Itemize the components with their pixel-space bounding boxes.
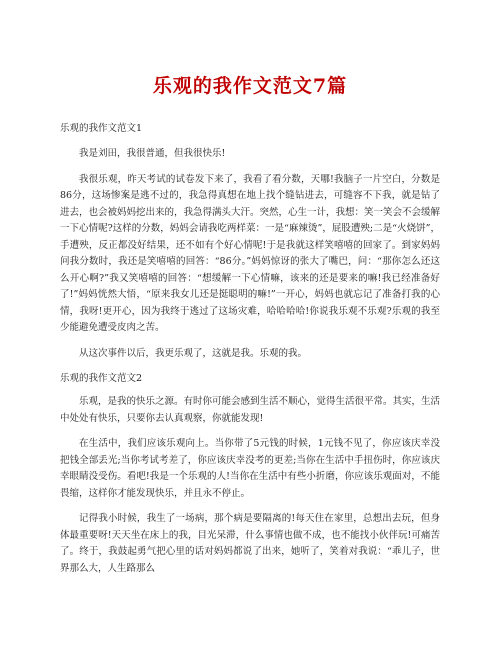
paragraph: 从这次事件以后，我更乐观了，这就是我。乐观的我。 <box>79 347 308 359</box>
paragraph: 我是刘田，我很普通，但我很快乐! <box>79 148 226 159</box>
document-title: 乐观的我作文范文7篇 <box>152 75 348 97</box>
section-heading: 乐观的我作文范文2 <box>60 373 143 384</box>
paragraph: 记得我小时候，我生了一场病，那个病是要隔离的!每天住在家里，总想出去玩，但身体最重要呀!天天坐在床上的我，目光呆滞，什么事情也做不成，也不能找小伙伴玩!可痛苦了。终于，我鼓起勇气把心里的话对妈妈都说了出来，她听了，笑着对我说：“乖儿子，世界那么大，人生路那么 <box>60 513 440 574</box>
paragraph: 在生活中，我们应该乐观向上。当你带了5元钱的时候，1元钱不见了，你应该庆幸没把钱全部丢光;当你考试考差了，你应该庆幸没考的更差;当你在生活中手扭伤时，你应该庆幸眼睛没受伤。看吧!我是一个乐观的人!当你在生活中有些小折磨，你应该乐观面对，不能畏缩，这样你才能发现快乐，并且永不停止。 <box>60 438 440 499</box>
paragraph: 乐观，是我的快乐之源。有时你可能会感到生活不顺心，觉得生活很平常。其实，生活中处处有快乐，只要你去认真观察，你就能发现! <box>60 396 441 424</box>
section-heading: 乐观的我作文范文1 <box>60 123 143 134</box>
paragraph: 我很乐观，昨天考试的试卷发下来了，我看了看分数，天哪!我脑子一片空白，分数是86分，这场惨案是逃不过的，我急得真想在地上找个缝钻进去，可缝容不下我，就是钻了进去，也会被妈妈挖出来的，我急得满头大汗。突然，心生一计，我想：笑一笑会不会缓解一下心情呢?这样的分数，妈妈会请我吃两样菜：一是“麻辣烫”，屁股遭殃;二是“火烧饼”，手遭殃，反正都没好结果，还不如有个好心情呢!于是我就这样笑嘻嘻的回家了。到家妈妈问我分数时，我还是笑嘻嘻的回答：“86分。”妈妈惊讶的张大了嘴巴，问：“那你怎么还这么开心啊?”我又笑嘻嘻的回答：“想缓解一下心情嘛，该来的还是要来的嘛!我已经准备好了!”妈妈恍然大悟，“原来我女儿还是挺聪明的嘛!”一开心，妈妈也就忘记了准备打我的心情，我呀!更开心，因为我终于逃过了这场灾难，哈哈哈哈!你说我乐观不乐观?乐观的我至少能避免遭受皮肉之苦。 <box>60 173 441 333</box>
